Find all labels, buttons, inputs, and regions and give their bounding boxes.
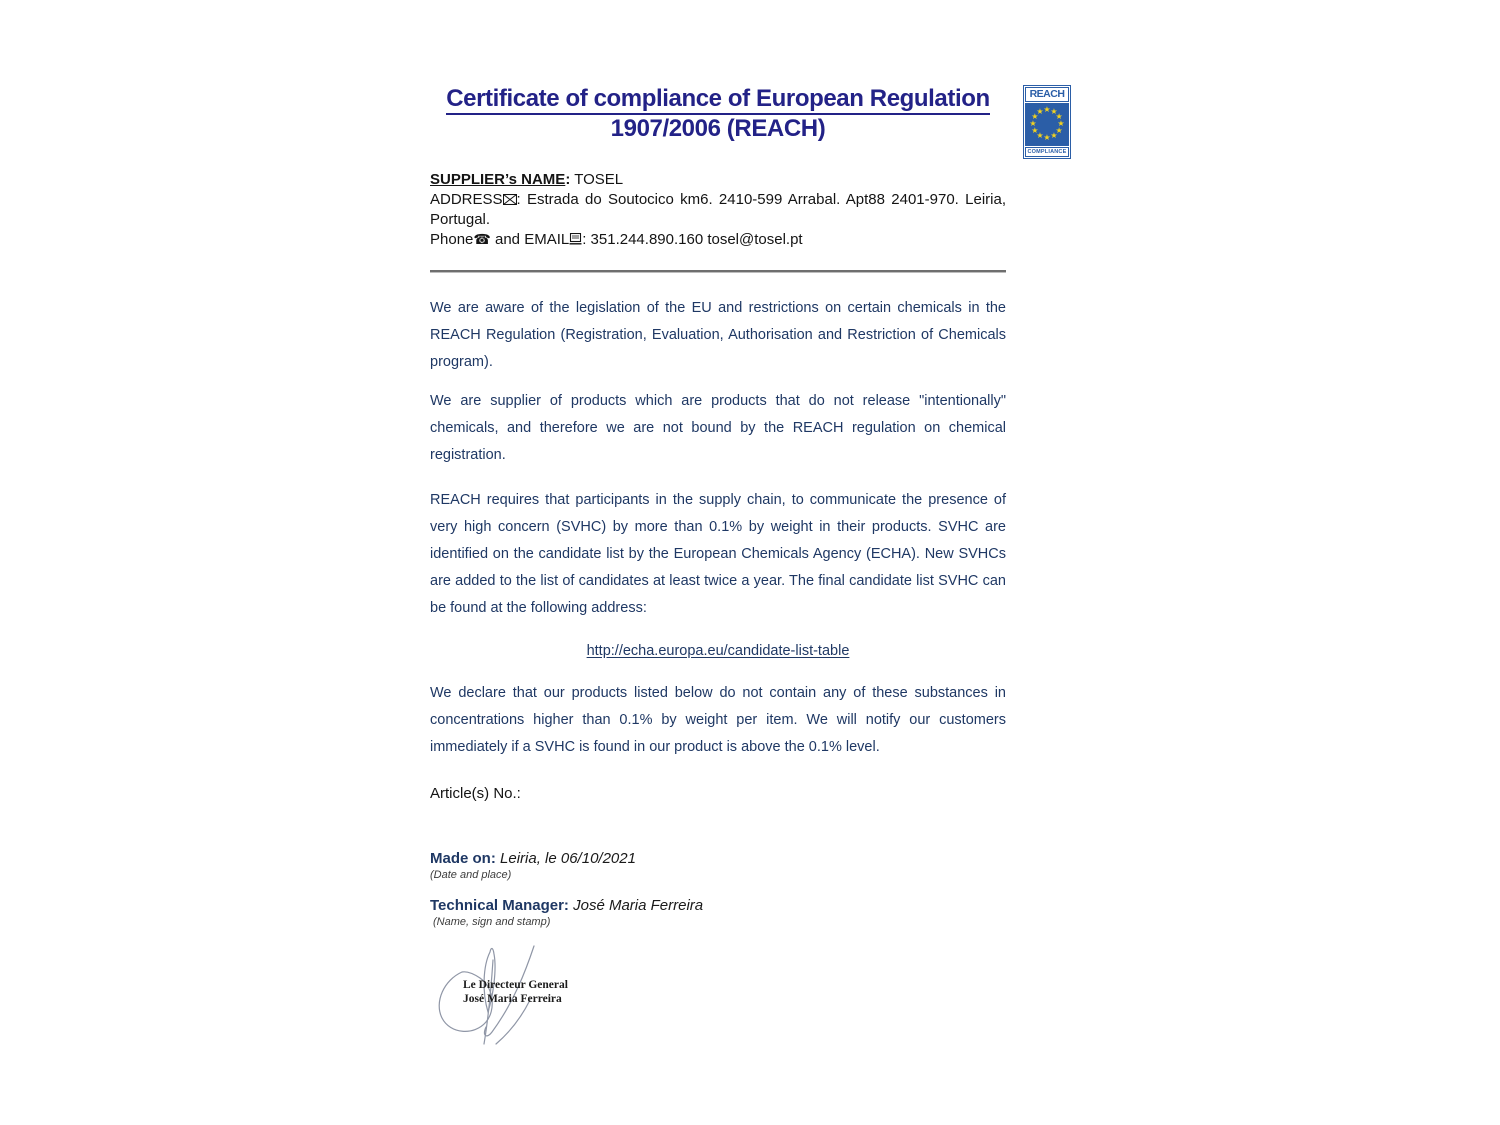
phone-icon: ☎	[473, 231, 491, 248]
address-label: ADDRESS	[430, 190, 503, 208]
made-on-line	[430, 850, 1006, 867]
candidate-list-link-line	[430, 642, 1006, 660]
reach-compliance-logo	[1023, 85, 1071, 159]
reach-logo-title: REACH	[1025, 87, 1069, 102]
contact-value: : 351.244.890.160 tosel@tosel.pt	[582, 230, 803, 248]
stamp-line-1: Le Directeur General	[463, 979, 568, 991]
articles-number-label: Article(s) No.:	[430, 785, 521, 802]
signature-area	[430, 940, 630, 1055]
envelope-icon	[503, 191, 517, 211]
supplier-address-line	[430, 190, 1006, 230]
stamp-line-2: José Maria Ferreira	[463, 993, 562, 1005]
horizontal-divider	[430, 270, 1006, 273]
supplier-name-value: TOSEL	[570, 171, 624, 188]
supplier-info-block	[430, 170, 1006, 250]
made-on-value: Leiria, le 06/10/2021	[495, 850, 636, 867]
stamp-text	[463, 978, 623, 1006]
title-line-1: Certificate of compliance of European Regulation	[430, 84, 1006, 114]
title-line-2: 1907/2006 (REACH)	[610, 115, 826, 142]
supplier-name-line: SUPPLIER’s NAME: TOSEL	[430, 171, 624, 188]
paragraph-supplier-status: We are supplier of products which are products that do not release "intentionally" chemicals, and therefore we are not bound by the REACH regulation on chemical registration.	[430, 393, 1006, 463]
technical-manager-label: Technical Manager:	[430, 897, 569, 914]
paragraph-svhc: REACH requires that participants in the supply chain, to communicate the presence of very high concern (SVHC) by more than 0.1% by weight in their products. SVHC are identified on the candidate list by the European Chemicals Agency (ECHA). New SVHCs are added to the list of candidates at least twice a year. The final candidate list SVHC can be found at the following address:	[430, 492, 1006, 616]
address-value: : Estrada do Soutocico km6. 2410-599 Arrabal. Apt88 2401-970. Leiria, Portugal.	[430, 190, 1006, 228]
candidate-list-link[interactable]: http://echa.europa.eu/candidate-list-table	[586, 643, 850, 659]
eu-flag-field: ★ ★ ★ ★ ★ ★ ★ ★ ★ ★ ★ ★	[1025, 103, 1069, 146]
email-label: and EMAIL	[490, 230, 570, 248]
date-place-hint: (Date and place)	[430, 869, 512, 881]
phone-label: Phone	[430, 230, 474, 248]
certificate-page	[430, 84, 1006, 1055]
computer-icon	[569, 231, 582, 251]
page-title	[430, 84, 1006, 144]
supplier-name-label: SUPPLIER’s NAME	[430, 171, 566, 188]
name-sign-stamp-hint: (Name, sign and stamp)	[433, 916, 551, 928]
reach-logo-compliance-label: COMPLIANCE	[1025, 147, 1069, 157]
technical-manager-line	[430, 897, 1006, 914]
made-on-label: Made on:	[430, 850, 496, 867]
supplier-contact-line	[430, 230, 1006, 251]
paragraph-declaration: We declare that our products listed below do not contain any of these substances in concentrations higher than 0.1% by weight per item. We will notify our customers immediately if a SVHC is found in our product is above the 0.1% level.	[430, 685, 1006, 755]
technical-manager-value: José Maria Ferreira	[568, 897, 704, 914]
paragraph-awareness: We are aware of the legislation of the EU and restrictions on certain chemicals in the REACH Regulation (Registration, Evaluation, Authorisation and Restriction of Chemicals program).	[430, 300, 1006, 370]
